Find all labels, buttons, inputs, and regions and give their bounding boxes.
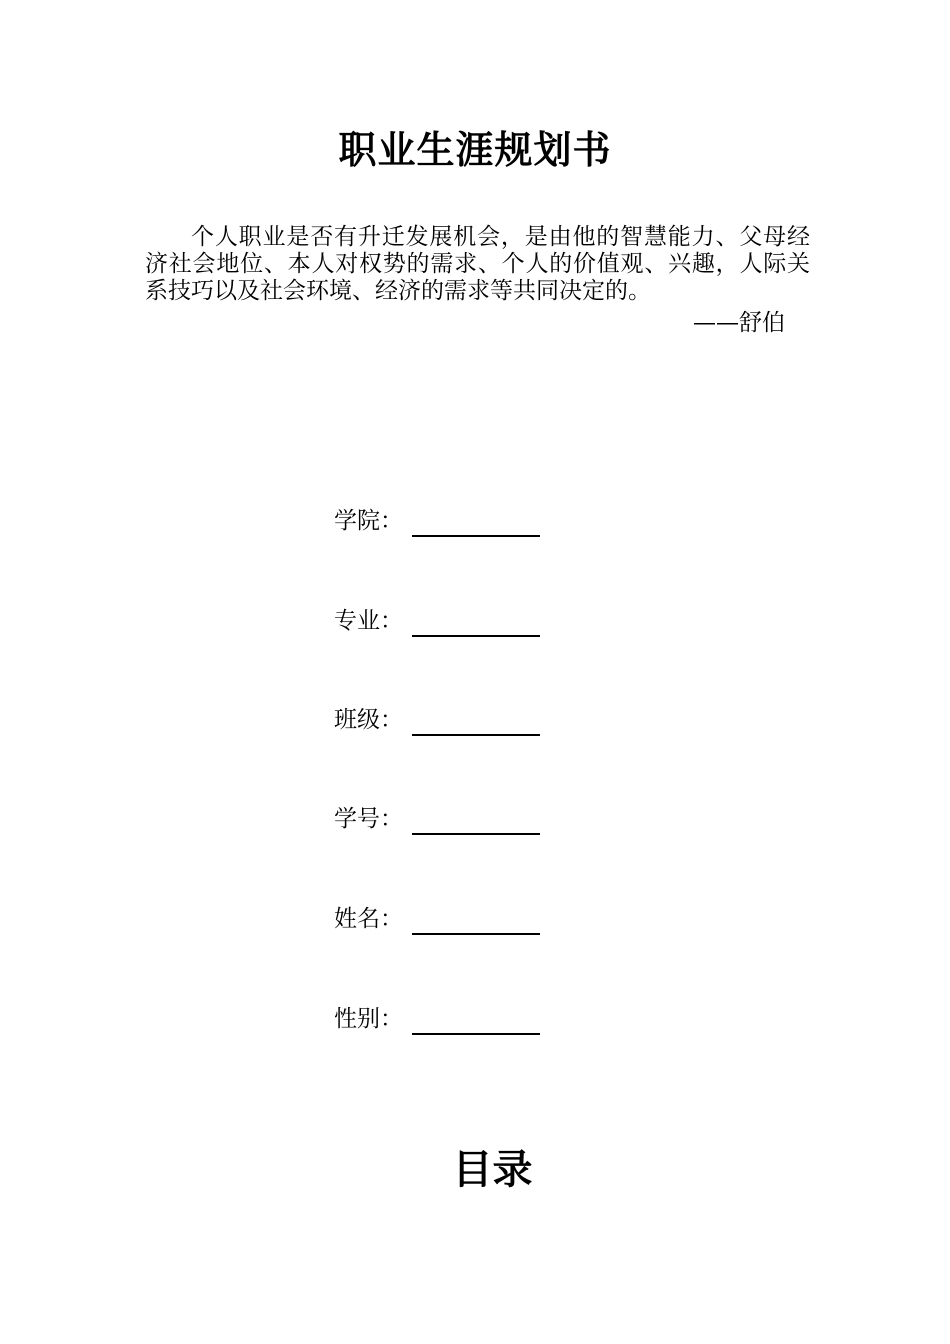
class-blank-line[interactable] [412, 734, 540, 736]
name-label: 姓名： [334, 906, 403, 932]
student-id-blank-line[interactable] [412, 833, 540, 835]
name-field [334, 898, 554, 938]
class-field [334, 699, 554, 739]
major-label: 专业： [334, 608, 403, 634]
table-of-contents-heading: 目录 [452, 1147, 533, 1193]
gender-field [334, 998, 554, 1038]
major-blank-line[interactable] [412, 635, 540, 637]
epigraph-quote: 个人职业是否有升迁发展机会，是由他的智慧能力、父母经济社会地位、本人对权势的需求、个人的价值观、兴趣，人际关系技巧以及社会环境、经济的需求等共同决定的。 [145, 224, 810, 304]
gender-label: 性别： [334, 1006, 403, 1032]
document-title: 职业生涯规划书 [338, 127, 612, 172]
college-field [334, 500, 554, 540]
gender-blank-line[interactable] [412, 1033, 540, 1035]
class-label: 班级： [334, 707, 403, 733]
student-id-label: 学号： [334, 806, 403, 832]
major-field [334, 600, 554, 640]
name-blank-line[interactable] [412, 933, 540, 935]
college-blank-line[interactable] [412, 535, 540, 537]
student-id-field [334, 798, 554, 838]
quote-attribution: ——舒伯 [693, 310, 785, 336]
college-label: 学院： [334, 508, 403, 534]
